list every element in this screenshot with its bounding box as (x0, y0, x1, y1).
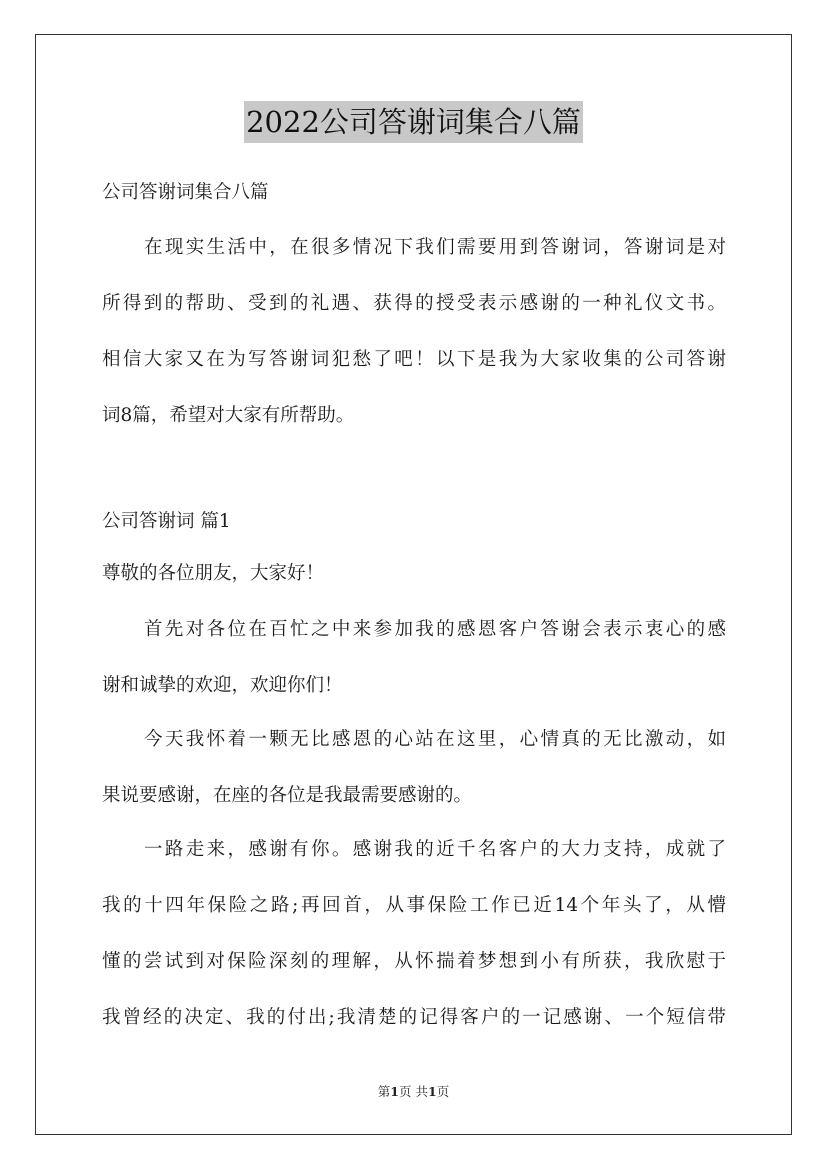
para1-line-2: 谢和诚挚的欢迎，欢迎你们！ (102, 675, 343, 696)
intro-line-2: 所得到的帮助、受到的礼遇、获得的授受表示感谢的一种礼仪文书。 (102, 293, 726, 314)
para3-line-2: 我的十四年保险之路;再回首，从事保险工作已近14个年头了，从懵 (102, 895, 726, 916)
footer-page-prefix: 第 (377, 1084, 391, 1099)
para3-line-1: 一路走来，感谢有你。感谢我的近千名客户的大力支持，成就了 (144, 839, 726, 860)
document-subtitle: 公司答谢词集合八篇 (102, 182, 269, 203)
paragraph-2 (102, 719, 726, 831)
footer-page-suffix: 页 (436, 1084, 450, 1099)
footer-page-total: 1 (427, 1084, 437, 1099)
para3-line-3: 懂的尝试到对保险深刻的理解，从怀揣着梦想到小有所获，我欣慰于 (102, 951, 726, 972)
intro-line-3: 相信大家又在为写答谢词犯愁了吧！以下是我为大家收集的公司答谢 (102, 349, 726, 370)
para2-line-1: 今天我怀着一颗无比感恩的心站在这里，心情真的无比激动，如 (144, 729, 726, 750)
footer-page-mid: 页 共 (399, 1084, 428, 1099)
intro-line-4: 词8篇，希望对大家有所帮助。 (102, 405, 355, 426)
page-footer (0, 1082, 827, 1100)
title-container (0, 101, 827, 143)
greeting-line: 尊敬的各位朋友，大家好！ (102, 563, 325, 584)
footer-page-number: 1 (390, 1084, 399, 1099)
intro-line-1: 在现实生活中，在很多情况下我们需要用到答谢词，答谢词是对 (144, 237, 726, 258)
section-heading: 公司答谢词 篇1 (102, 511, 231, 532)
paragraph-3 (102, 829, 726, 1053)
para3-line-4: 我曾经的决定、我的付出;我清楚的记得客户的一记感谢、一个短信带 (102, 1007, 726, 1028)
para2-line-2: 果说要感谢，在座的各位是我最需要感谢的。 (102, 785, 473, 806)
document-title: 2022公司答谢词集合八篇 (244, 101, 583, 143)
intro-paragraph (102, 227, 726, 451)
paragraph-1 (102, 609, 726, 721)
para1-line-1: 首先对各位在百忙之中来参加我的感恩客户答谢会表示衷心的感 (144, 619, 726, 640)
